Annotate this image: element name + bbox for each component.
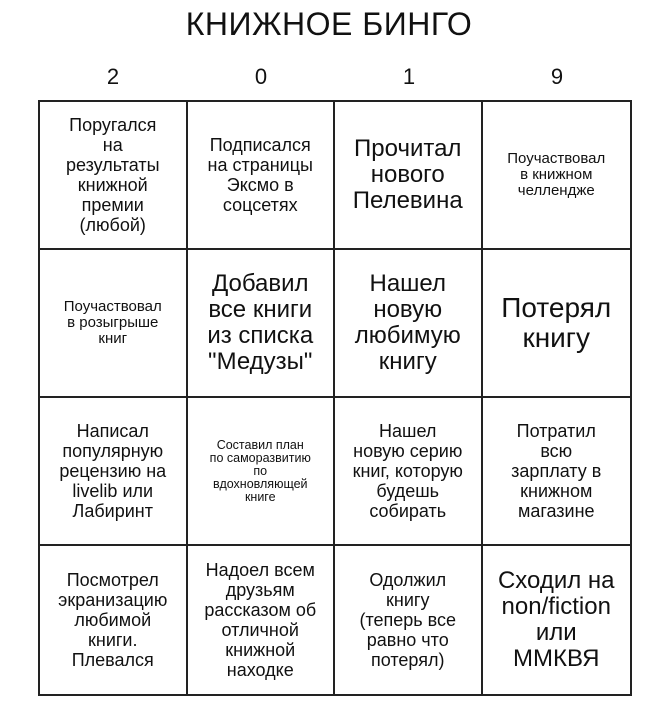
bingo-cell [40,250,188,398]
bingo-cell [40,398,188,546]
bingo-cell-text: Поругался на результаты книжной премии (любой) [65,115,160,235]
bingo-cell-text: Написал популярную рецензию на livelib или Лабиринт [59,421,167,521]
bingo-cell-text: Нашел новую любимую книгу [354,270,461,375]
bingo-cell-text: Сходил на non/fiction или ММКВЯ [497,567,615,672]
bingo-cell [335,250,483,398]
year-digit-2: 0 [254,64,268,89]
bingo-cell-text: Надоел всем друзьям рассказом об отличной книжной находке [204,560,317,680]
bingo-cell [483,102,631,250]
bingo-cell-text: Поучаствовал в розыгрыше книг [63,298,162,347]
bingo-cell [483,398,631,546]
bingo-cell-text: Посмотрел экранизацию любимой книги. Плевался [58,570,168,670]
bingo-cell-text: Нашел новую серию книг, которую будешь собирать [352,421,463,521]
bingo-cell-text: Составил план по саморазвитию по вдохновляющей книге [209,437,311,504]
bingo-cell-text: Потратил всю зарплату в книжном магазине [511,421,602,521]
bingo-cell-text: Подписался на страницы Эксмо в соцсетях [207,135,313,215]
bingo-cell-text: Добавил все книги из списка "Медузы" [207,270,314,375]
page-title: КНИЖНОЕ БИНГО [185,6,473,42]
bingo-cell-text: Поучаствовал в книжном челлендже [507,150,606,199]
year-digit-4: 9 [550,64,564,89]
bingo-cell [188,546,336,694]
bingo-cell [40,102,188,250]
bingo-cell [483,546,631,694]
bingo-cell-text: Прочитал нового Пелевина [352,135,463,214]
bingo-cell [188,102,336,250]
bingo-cell [483,250,631,398]
bingo-cell-text: Потерял книгу [501,292,612,353]
year-digit-1: 2 [106,64,120,89]
bingo-cell-text: Одолжил книгу (теперь все равно что потерял) [359,570,457,670]
bingo-cell [335,546,483,694]
bingo-cell [188,250,336,398]
bingo-cell [188,398,336,546]
bingo-cell [335,398,483,546]
bingo-grid [38,100,632,696]
year-digit-3: 1 [402,64,416,89]
bingo-cell [40,546,188,694]
bingo-cell [335,102,483,250]
